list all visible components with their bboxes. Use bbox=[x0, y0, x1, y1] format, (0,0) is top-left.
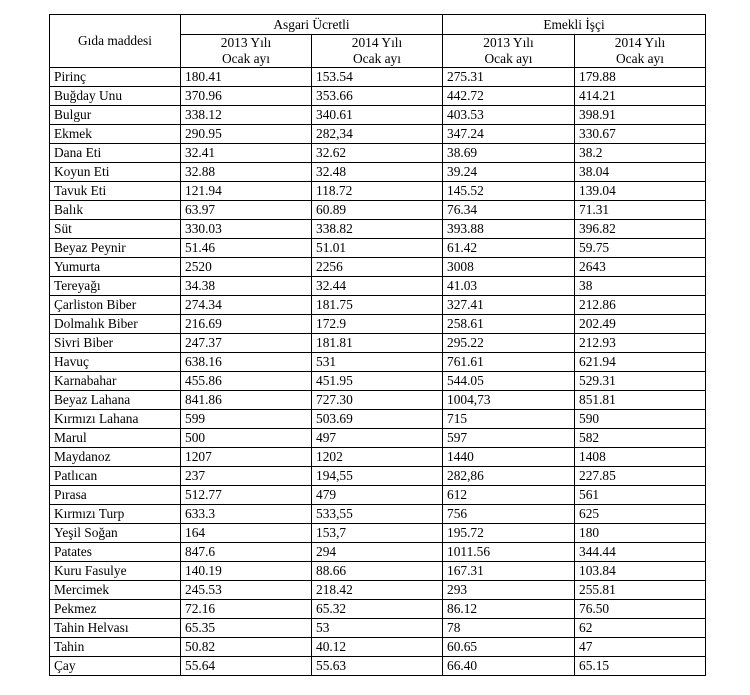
table-row bbox=[50, 106, 706, 125]
food-item-cell: Beyaz Lahana bbox=[50, 391, 181, 410]
table-row bbox=[50, 581, 706, 600]
quantity-cell: 715 bbox=[443, 410, 575, 429]
food-item-cell: Patlıcan bbox=[50, 467, 181, 486]
quantity-cell: 727.30 bbox=[312, 391, 443, 410]
group-header-retired-worker: Emekli İşçi bbox=[443, 15, 706, 35]
quantity-cell: 442.72 bbox=[443, 87, 575, 106]
quantity-cell: 275.31 bbox=[443, 68, 575, 87]
quantity-cell: 590 bbox=[575, 410, 706, 429]
table-row bbox=[50, 657, 706, 676]
quantity-cell: 1004,73 bbox=[443, 391, 575, 410]
quantity-cell: 414.21 bbox=[575, 87, 706, 106]
table-row bbox=[50, 277, 706, 296]
food-item-cell: Kırmızı Lahana bbox=[50, 410, 181, 429]
quantity-cell: 455.86 bbox=[181, 372, 312, 391]
quantity-cell: 1408 bbox=[575, 448, 706, 467]
food-item-cell: Patates bbox=[50, 543, 181, 562]
table-row bbox=[50, 410, 706, 429]
quantity-cell: 638.16 bbox=[181, 353, 312, 372]
table-body bbox=[50, 68, 706, 676]
quantity-cell: 597 bbox=[443, 429, 575, 448]
quantity-cell: 167.31 bbox=[443, 562, 575, 581]
quantity-cell: 63.97 bbox=[181, 201, 312, 220]
food-item-cell: Karnabahar bbox=[50, 372, 181, 391]
quantity-cell: 227.85 bbox=[575, 467, 706, 486]
food-item-cell: Havuç bbox=[50, 353, 181, 372]
quantity-cell: 180.41 bbox=[181, 68, 312, 87]
food-item-cell: Çay bbox=[50, 657, 181, 676]
quantity-cell: 195.72 bbox=[443, 524, 575, 543]
quantity-cell: 50.82 bbox=[181, 638, 312, 657]
quantity-cell: 41.03 bbox=[443, 277, 575, 296]
food-item-cell: Kırmızı Turp bbox=[50, 505, 181, 524]
food-item-cell: Tahin bbox=[50, 638, 181, 657]
quantity-cell: 370.96 bbox=[181, 87, 312, 106]
food-item-cell: Bulgur bbox=[50, 106, 181, 125]
quantity-cell: 59.75 bbox=[575, 239, 706, 258]
quantity-cell: 65.15 bbox=[575, 657, 706, 676]
quantity-cell: 202.49 bbox=[575, 315, 706, 334]
quantity-cell: 621.94 bbox=[575, 353, 706, 372]
column-header-2013-jan: 2013 Yılı Ocak ayı bbox=[181, 35, 312, 68]
quantity-cell: 1011.56 bbox=[443, 543, 575, 562]
quantity-cell: 847.6 bbox=[181, 543, 312, 562]
quantity-cell: 38.69 bbox=[443, 144, 575, 163]
quantity-cell: 38.04 bbox=[575, 163, 706, 182]
food-item-cell: Tavuk Eti bbox=[50, 182, 181, 201]
quantity-cell: 51.01 bbox=[312, 239, 443, 258]
quantity-cell: 599 bbox=[181, 410, 312, 429]
food-item-cell: Ekmek bbox=[50, 125, 181, 144]
quantity-cell: 71.31 bbox=[575, 201, 706, 220]
quantity-cell: 181.75 bbox=[312, 296, 443, 315]
quantity-cell: 403.53 bbox=[443, 106, 575, 125]
quantity-cell: 76.50 bbox=[575, 600, 706, 619]
table-row bbox=[50, 467, 706, 486]
quantity-cell: 40.12 bbox=[312, 638, 443, 657]
food-item-cell: Yeşil Soğan bbox=[50, 524, 181, 543]
table-row bbox=[50, 220, 706, 239]
table-row bbox=[50, 372, 706, 391]
quantity-cell: 164 bbox=[181, 524, 312, 543]
food-item-cell: Kuru Fasulye bbox=[50, 562, 181, 581]
quantity-cell: 194,55 bbox=[312, 467, 443, 486]
quantity-cell: 38.2 bbox=[575, 144, 706, 163]
quantity-cell: 353.66 bbox=[312, 87, 443, 106]
quantity-cell: 841.86 bbox=[181, 391, 312, 410]
quantity-cell: 153.54 bbox=[312, 68, 443, 87]
food-item-cell: Koyun Eti bbox=[50, 163, 181, 182]
quantity-cell: 274.34 bbox=[181, 296, 312, 315]
quantity-cell: 65.32 bbox=[312, 600, 443, 619]
quantity-cell: 51.46 bbox=[181, 239, 312, 258]
quantity-cell: 237 bbox=[181, 467, 312, 486]
quantity-cell: 139.04 bbox=[575, 182, 706, 201]
quantity-cell: 179.88 bbox=[575, 68, 706, 87]
quantity-cell: 118.72 bbox=[312, 182, 443, 201]
table-row bbox=[50, 201, 706, 220]
quantity-cell: 65.35 bbox=[181, 619, 312, 638]
quantity-cell: 512.77 bbox=[181, 486, 312, 505]
quantity-cell: 180 bbox=[575, 524, 706, 543]
table-row bbox=[50, 353, 706, 372]
quantity-cell: 32.44 bbox=[312, 277, 443, 296]
quantity-cell: 338.12 bbox=[181, 106, 312, 125]
table-row bbox=[50, 296, 706, 315]
quantity-cell: 66.40 bbox=[443, 657, 575, 676]
quantity-cell: 340.61 bbox=[312, 106, 443, 125]
quantity-cell: 625 bbox=[575, 505, 706, 524]
quantity-cell: 582 bbox=[575, 429, 706, 448]
food-item-cell: Pirinç bbox=[50, 68, 181, 87]
quantity-cell: 294 bbox=[312, 543, 443, 562]
food-item-cell: Tahin Helvası bbox=[50, 619, 181, 638]
quantity-cell: 38 bbox=[575, 277, 706, 296]
quantity-cell: 2520 bbox=[181, 258, 312, 277]
quantity-cell: 282,86 bbox=[443, 467, 575, 486]
quantity-cell: 47 bbox=[575, 638, 706, 657]
table-row bbox=[50, 315, 706, 334]
quantity-cell: 88.66 bbox=[312, 562, 443, 581]
food-item-cell: Süt bbox=[50, 220, 181, 239]
quantity-cell: 295.22 bbox=[443, 334, 575, 353]
table-row bbox=[50, 448, 706, 467]
group-header-minimum-wage: Asgari Ücretli bbox=[181, 15, 443, 35]
quantity-cell: 218.42 bbox=[312, 581, 443, 600]
table-row bbox=[50, 486, 706, 505]
quantity-cell: 503.69 bbox=[312, 410, 443, 429]
quantity-cell: 39.24 bbox=[443, 163, 575, 182]
table-row bbox=[50, 163, 706, 182]
quantity-cell: 172.9 bbox=[312, 315, 443, 334]
quantity-cell: 293 bbox=[443, 581, 575, 600]
food-item-cell: Yumurta bbox=[50, 258, 181, 277]
quantity-cell: 145.52 bbox=[443, 182, 575, 201]
table-row bbox=[50, 391, 706, 410]
table-row bbox=[50, 562, 706, 581]
table-row bbox=[50, 429, 706, 448]
quantity-cell: 533,55 bbox=[312, 505, 443, 524]
quantity-cell: 327.41 bbox=[443, 296, 575, 315]
quantity-cell: 2256 bbox=[312, 258, 443, 277]
quantity-cell: 140.19 bbox=[181, 562, 312, 581]
quantity-cell: 78 bbox=[443, 619, 575, 638]
quantity-cell: 851.81 bbox=[575, 391, 706, 410]
table-row bbox=[50, 239, 706, 258]
quantity-cell: 1440 bbox=[443, 448, 575, 467]
quantity-cell: 2643 bbox=[575, 258, 706, 277]
food-quantity-table bbox=[49, 14, 706, 676]
food-item-cell: Dana Eti bbox=[50, 144, 181, 163]
food-item-cell: Balık bbox=[50, 201, 181, 220]
column-header-2013-jan: 2013 Yılı Ocak ayı bbox=[443, 35, 575, 68]
column-header-food-item: Gıda maddesi bbox=[50, 15, 181, 68]
quantity-cell: 255.81 bbox=[575, 581, 706, 600]
quantity-cell: 32.41 bbox=[181, 144, 312, 163]
table-row bbox=[50, 258, 706, 277]
quantity-cell: 61.42 bbox=[443, 239, 575, 258]
quantity-cell: 60.65 bbox=[443, 638, 575, 657]
quantity-cell: 76.34 bbox=[443, 201, 575, 220]
quantity-cell: 756 bbox=[443, 505, 575, 524]
quantity-cell: 247.37 bbox=[181, 334, 312, 353]
table-row bbox=[50, 505, 706, 524]
column-header-2014-jan: 2014 Yılı Ocak ayı bbox=[575, 35, 706, 68]
quantity-cell: 212.86 bbox=[575, 296, 706, 315]
table-row bbox=[50, 144, 706, 163]
quantity-cell: 212.93 bbox=[575, 334, 706, 353]
table-row bbox=[50, 638, 706, 657]
quantity-cell: 153,7 bbox=[312, 524, 443, 543]
quantity-cell: 290.95 bbox=[181, 125, 312, 144]
quantity-cell: 393.88 bbox=[443, 220, 575, 239]
table-row bbox=[50, 125, 706, 144]
food-item-cell: Çarliston Biber bbox=[50, 296, 181, 315]
quantity-cell: 544.05 bbox=[443, 372, 575, 391]
quantity-cell: 338.82 bbox=[312, 220, 443, 239]
quantity-cell: 497 bbox=[312, 429, 443, 448]
quantity-cell: 347.24 bbox=[443, 125, 575, 144]
quantity-cell: 216.69 bbox=[181, 315, 312, 334]
food-item-cell: Dolmalık Biber bbox=[50, 315, 181, 334]
quantity-cell: 500 bbox=[181, 429, 312, 448]
quantity-cell: 3008 bbox=[443, 258, 575, 277]
quantity-cell: 32.62 bbox=[312, 144, 443, 163]
food-item-cell: Tereyağı bbox=[50, 277, 181, 296]
quantity-cell: 258.61 bbox=[443, 315, 575, 334]
quantity-cell: 86.12 bbox=[443, 600, 575, 619]
table-row bbox=[50, 68, 706, 87]
quantity-cell: 32.88 bbox=[181, 163, 312, 182]
column-header-2014-jan: 2014 Yılı Ocak ayı bbox=[312, 35, 443, 68]
quantity-cell: 330.67 bbox=[575, 125, 706, 144]
quantity-cell: 60.89 bbox=[312, 201, 443, 220]
quantity-cell: 282,34 bbox=[312, 125, 443, 144]
food-item-cell: Pekmez bbox=[50, 600, 181, 619]
quantity-cell: 55.64 bbox=[181, 657, 312, 676]
quantity-cell: 103.84 bbox=[575, 562, 706, 581]
quantity-cell: 396.82 bbox=[575, 220, 706, 239]
quantity-cell: 344.44 bbox=[575, 543, 706, 562]
quantity-cell: 479 bbox=[312, 486, 443, 505]
quantity-cell: 529.31 bbox=[575, 372, 706, 391]
table-row bbox=[50, 87, 706, 106]
quantity-cell: 62 bbox=[575, 619, 706, 638]
quantity-cell: 531 bbox=[312, 353, 443, 372]
quantity-cell: 1202 bbox=[312, 448, 443, 467]
table-row bbox=[50, 334, 706, 353]
quantity-cell: 121.94 bbox=[181, 182, 312, 201]
food-item-cell: Buğday Unu bbox=[50, 87, 181, 106]
quantity-cell: 633.3 bbox=[181, 505, 312, 524]
table-row bbox=[50, 182, 706, 201]
food-item-cell: Marul bbox=[50, 429, 181, 448]
food-item-cell: Mercimek bbox=[50, 581, 181, 600]
food-item-cell: Beyaz Peynir bbox=[50, 239, 181, 258]
food-item-cell: Sivri Biber bbox=[50, 334, 181, 353]
quantity-cell: 34.38 bbox=[181, 277, 312, 296]
quantity-cell: 451.95 bbox=[312, 372, 443, 391]
quantity-cell: 245.53 bbox=[181, 581, 312, 600]
quantity-cell: 398.91 bbox=[575, 106, 706, 125]
quantity-cell: 1207 bbox=[181, 448, 312, 467]
quantity-cell: 72.16 bbox=[181, 600, 312, 619]
quantity-cell: 53 bbox=[312, 619, 443, 638]
quantity-cell: 32.48 bbox=[312, 163, 443, 182]
quantity-cell: 55.63 bbox=[312, 657, 443, 676]
table-row bbox=[50, 619, 706, 638]
quantity-cell: 330.03 bbox=[181, 220, 312, 239]
table-row bbox=[50, 600, 706, 619]
food-item-cell: Maydanoz bbox=[50, 448, 181, 467]
table-row bbox=[50, 524, 706, 543]
quantity-cell: 612 bbox=[443, 486, 575, 505]
quantity-cell: 181.81 bbox=[312, 334, 443, 353]
food-item-cell: Pırasa bbox=[50, 486, 181, 505]
quantity-cell: 561 bbox=[575, 486, 706, 505]
table-row bbox=[50, 543, 706, 562]
quantity-cell: 761.61 bbox=[443, 353, 575, 372]
